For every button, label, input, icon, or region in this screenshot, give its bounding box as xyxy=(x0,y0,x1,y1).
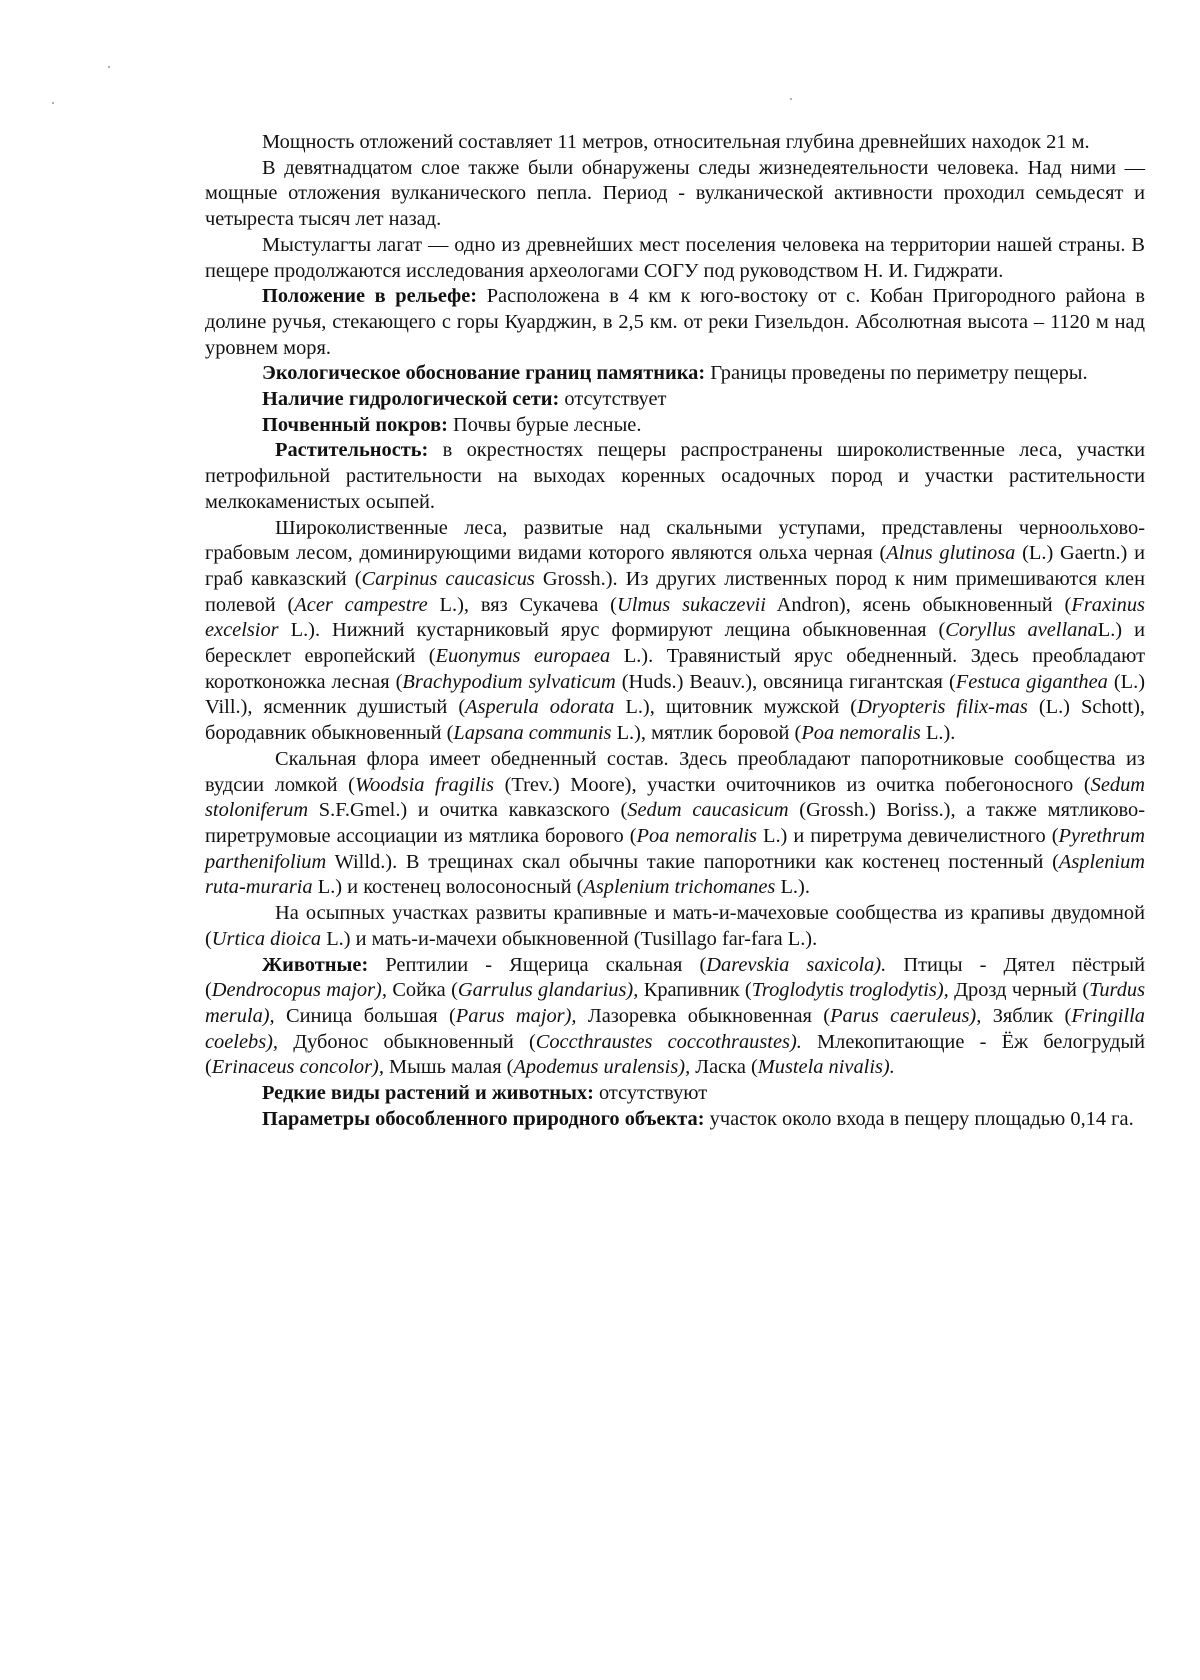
body-text: Скальная флора имеет обедненный состав. Здесь преобладают папоротниковые сообщества из вудсии ломкой ( xyxy=(205,747,1145,796)
scan-speck xyxy=(108,66,110,68)
body-text: L.) и бересклет европейский ( xyxy=(205,619,1145,668)
latin-species-name: Asplenium ruta-muraria xyxy=(205,850,1145,899)
paragraph-object-parameters xyxy=(205,1107,1145,1133)
section-heading: Растительность: xyxy=(275,439,429,462)
latin-species-name: Parus major), xyxy=(455,1004,577,1027)
section-heading: Параметры обособленного природного объекта: xyxy=(262,1107,705,1130)
section-heading: Положение в рельефе: xyxy=(262,285,478,308)
latin-species-name: Sedum caucasicum xyxy=(627,799,789,822)
section-heading: Наличие гидрологической сети: xyxy=(262,388,560,411)
paragraph-mystulagty xyxy=(205,233,1145,284)
latin-species-name: Fraxinus excelsior xyxy=(205,593,1145,642)
body-text: L.), щитовник мужской ( xyxy=(614,696,858,719)
latin-species-name: Lapsana communis xyxy=(453,722,612,745)
section-heading: Экологическое обоснование границ памятника: xyxy=(262,362,706,385)
body-text: отсутствует xyxy=(559,388,667,411)
body-text: В девятнадцатом слое также были обнаружены следы жизнедеятельности человека. Над ними — мощные отложения вулканического пепла. Период - вулканической активности проходил семьдесят и четыреста тысяч лет назад. xyxy=(205,156,1145,231)
scan-speck xyxy=(52,102,54,104)
body-text: Дубонос обыкновенный ( xyxy=(278,1030,536,1053)
latin-species-name: Dryopteris filix-mas xyxy=(857,696,1028,719)
latin-species-name: Erinaceus concolor), xyxy=(211,1056,384,1079)
latin-species-name: Turdus merula), xyxy=(205,979,1146,1027)
body-text: L.) и пиретрума девичелистного ( xyxy=(756,824,1059,847)
body-text: Млекопитающие - Ёж белогрудый ( xyxy=(205,1030,1146,1079)
latin-species-name: Dendrocopus major), xyxy=(211,979,387,1002)
body-text: отсутствуют xyxy=(593,1082,708,1105)
latin-species-name: Sedum stoloniferum xyxy=(205,773,1145,822)
latin-species-name: Troglodytis troglodytis), xyxy=(751,979,949,1002)
body-text: (Grossh.) Boriss.), а также мятликово-пиретрумовые ассоциации из мятлика борового ( xyxy=(205,799,1145,847)
body-text: L.). xyxy=(920,722,956,745)
body-text: S.F.Gmel.) и очитка кавказского ( xyxy=(308,799,628,822)
body-text: Дрозд черный ( xyxy=(948,979,1090,1002)
latin-species-name: Urtica dioica xyxy=(211,927,322,950)
latin-species-name: Asplenium trichomanes xyxy=(583,876,776,899)
body-text: Мыстулагты лагат — одно из древнейших мест поселения человека на территории нашей страны. В пещере продолжаются исследования археологами СОГУ под руководством Н. И. Гиджрати. xyxy=(205,233,1145,282)
latin-species-name: Acer campestre xyxy=(294,593,428,616)
latin-species-name: Festuca giganthea xyxy=(955,670,1108,693)
body-text: Ласка ( xyxy=(690,1056,758,1079)
body-text: (L.) Schott), бородавник обыкновенный ( xyxy=(205,696,1145,745)
body-text: Синица большая ( xyxy=(274,1004,456,1027)
body-text: Мощность отложений составляет 11 метров, относительная глубина древнейших находок 21 м. xyxy=(262,131,1090,153)
body-text: Расположена в 4 км к юго-востоку от с. Кобан Пригородного района в долине ручья, стекающего с горы Куарджин, в 2,5 км. от реки Гизельдон. Абсолютная высота – 1120 м над уровнем моря. xyxy=(205,285,1145,359)
body-text: Grossh.). Из других лиственных пород к ним примешиваются клен полевой ( xyxy=(205,567,1146,616)
latin-species-name: Parus caeruleus), xyxy=(830,1004,982,1027)
latin-species-name: Carpinus caucasicus xyxy=(361,567,535,590)
paragraph-hydrological-network xyxy=(205,387,1145,413)
scan-speck xyxy=(790,98,792,100)
latin-species-name: Poa nemoralis xyxy=(636,824,757,847)
body-text: Границы проведены по периметру пещеры. xyxy=(705,362,1088,385)
body-text: Птицы - Дятел пёстрый ( xyxy=(205,953,1146,1002)
body-text: участок около входа в пещеру площадью 0,14 га. xyxy=(704,1107,1134,1130)
latin-species-name: Fringilla coelebs), xyxy=(205,1004,1145,1053)
body-text: L.) и костенец волосоносный ( xyxy=(312,876,584,899)
body-text: (Trev.) Moore), участки очиточников из очитка побегоносного ( xyxy=(493,773,1091,796)
body-text: L.), мятлик боровой ( xyxy=(611,722,802,745)
latin-species-name: Asperula odorata xyxy=(465,696,615,719)
body-text: Зяблик ( xyxy=(981,1004,1072,1027)
body-text: L.) и мать-и-мачехи обыкновенной (Tusillago far-fara L.). xyxy=(321,927,818,950)
latin-species-name: Apodemus uralensis), xyxy=(513,1056,691,1079)
body-text: в окрестностях пещеры распространены широколиственные леса, участки петрофильной растительности на выходах коренных осадочных пород и участки растительности мелкокаменистых осыпей. xyxy=(205,439,1145,513)
body-text: Рептилии - Ящерица скальная ( xyxy=(368,953,707,976)
body-text: Широколиственные леса, развитые над скальными уступами, представлены черноольхово-грабовым лесом, доминирующими видами которого являются ольха черная ( xyxy=(205,516,1145,565)
paragraph-deposit-thickness xyxy=(205,130,1145,156)
body-text: L.), вяз Сукачева ( xyxy=(427,593,617,616)
paragraph-soil-cover xyxy=(205,413,1145,439)
body-text: L.). Нижний кустарниковый ярус формируют лещина обыкновенная ( xyxy=(278,619,946,642)
body-text: Крапивник ( xyxy=(638,979,752,1002)
latin-species-name: Alnus glutinosa xyxy=(886,542,1016,565)
body-text: Почвы бурые лесные. xyxy=(447,413,642,436)
latin-species-name: Pyrethrum parthenifolium xyxy=(205,824,1145,873)
latin-species-name: Ulmus sukaczevii xyxy=(616,593,766,616)
paragraph-broadleaf-forests xyxy=(205,516,1145,747)
latin-species-name: Brachypodium sylvaticum xyxy=(402,670,616,693)
paragraph-rare-species xyxy=(205,1081,1145,1107)
latin-species-name: Poa nemoralis xyxy=(801,722,921,745)
body-text: Willd.). В трещинах скал обычны такие папоротники как костенец постенный ( xyxy=(326,850,1059,873)
section-heading: Почвенный покров: xyxy=(262,413,448,436)
latin-species-name: Euonymus europaea xyxy=(435,645,611,668)
paragraph-ecological-justification xyxy=(205,361,1145,387)
paragraph-layer-nineteen xyxy=(205,156,1145,233)
paragraph-vegetation xyxy=(205,438,1145,515)
paragraph-rock-flora xyxy=(205,747,1145,901)
body-text: (Huds.) Beauv.), овсяница гигантская ( xyxy=(615,670,956,693)
body-text: L.). xyxy=(775,876,810,899)
body-text: Сойка ( xyxy=(386,979,458,1002)
body-text: (L.) Gaertn.) и граб кавказский ( xyxy=(205,542,1145,590)
latin-species-name: Woodsia fragilis xyxy=(354,773,494,796)
body-text: Мышь малая ( xyxy=(383,1056,514,1079)
paragraph-scree-areas xyxy=(205,901,1145,952)
paragraph-relief-position xyxy=(205,284,1145,361)
body-text: L.). Травянистый ярус обедненный. Здесь преобладают коротконожка лесная ( xyxy=(205,645,1146,693)
latin-species-name: Mustela nivalis). xyxy=(757,1056,895,1079)
body-text: На осыпных участках развиты крапивные и мать-и-мачеховые сообщества из крапивы двудомной ( xyxy=(205,902,1145,950)
latin-species-name: Coryllus avellana xyxy=(945,619,1098,642)
paragraph-animals xyxy=(205,953,1145,1082)
latin-species-name: Darevskia saxicola). xyxy=(706,953,887,976)
section-heading: Животные: xyxy=(262,953,369,976)
body-text: Andron), ясень обыкновенный ( xyxy=(765,593,1072,616)
document-page xyxy=(205,130,1145,1132)
section-heading: Редкие виды растений и животных: xyxy=(262,1082,594,1105)
latin-species-name: Coccthraustes coccothraustes). xyxy=(535,1030,802,1053)
latin-species-name: Garrulus glandarius), xyxy=(457,979,639,1002)
body-text: Лазоревка обыкновенная ( xyxy=(576,1004,831,1027)
body-text: (L.) Vill.), ясменник душистый ( xyxy=(205,670,1145,719)
